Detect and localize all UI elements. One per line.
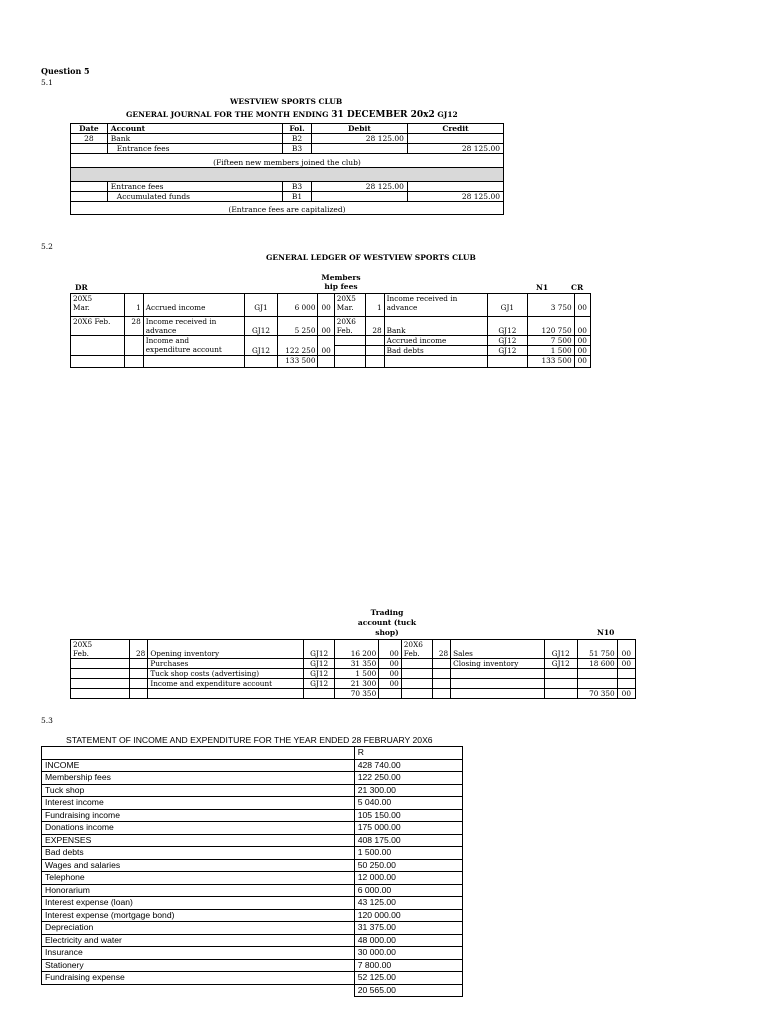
table-row-total: 70 350 70 350 00 [71, 689, 636, 699]
ledger-table [70, 293, 591, 368]
ledger-n1: N1 [536, 283, 549, 292]
statement-label: Depreciation [42, 922, 355, 935]
statement-label: INCOME [42, 759, 355, 772]
statement-label: Fundraising income [42, 809, 355, 822]
statement-label: Donations income [42, 822, 355, 835]
section-5-1: 5.1 [41, 78, 53, 87]
statement-row [42, 897, 463, 910]
statement-row [42, 784, 463, 797]
journal-header-date: Date [71, 124, 108, 134]
statement-label: Fundraising expense [42, 972, 355, 985]
statement-row [42, 972, 463, 985]
statement-label: Bad debts [42, 847, 355, 860]
statement-row [42, 834, 463, 847]
statement-row [42, 759, 463, 772]
statement-row [42, 797, 463, 810]
statement-table [41, 746, 463, 997]
statement-label: Membership fees [42, 772, 355, 785]
journal-row: 28 Bank B2 28 125.00 [71, 134, 504, 144]
statement-value: 7 800.00 [354, 959, 462, 972]
statement-value: 175 000.00 [354, 822, 462, 835]
statement-label: Stationery [42, 959, 355, 972]
journal-row: Accumulated funds B1 28 125.00 [71, 192, 504, 202]
question-title: Question 5 [41, 66, 90, 76]
statement-value: 52 125.00 [354, 972, 462, 985]
statement-label: Interest expense (mortgage bond) [42, 909, 355, 922]
statement-label: Telephone [42, 872, 355, 885]
statement-currency: R [354, 747, 462, 760]
journal-club: WESTVIEW SPORTS CLUB [230, 97, 343, 106]
statement-label: Honorarium [42, 884, 355, 897]
statement-value: 31 375.00 [354, 922, 462, 935]
statement-row [42, 809, 463, 822]
statement-value: 122 250.00 [354, 772, 462, 785]
trading-account-name: Trading account (tuck shop) [357, 608, 417, 637]
statement-row [42, 922, 463, 935]
statement-label: Wages and salaries [42, 859, 355, 872]
statement-label: Insurance [42, 947, 355, 960]
statement-value: 50 250.00 [354, 859, 462, 872]
trading-debit-total: 70 350 [335, 689, 379, 699]
journal-header-account: Account [107, 124, 282, 134]
statement-value: 5 040.00 [354, 797, 462, 810]
table-row: Income and expenditure account GJ12 122 250 00 Accrued income GJ12 7 500 00 [71, 336, 591, 346]
statement-row [42, 772, 463, 785]
journal-narration: (Entrance fees are capitalized) [71, 202, 504, 215]
table-row: 20X6 Feb. 28 Income received in advance GJ12 5 250 00 20X6 Feb. 28 Bank GJ12 120 750 00 [71, 317, 591, 336]
trading-n10: N10 [597, 628, 615, 637]
ledger-account-name: Members hip fees [321, 273, 361, 291]
statement-value: 21 300.00 [354, 784, 462, 797]
statement-label: EXPENSES [42, 834, 355, 847]
statement-row [42, 934, 463, 947]
statement-value: 48 000.00 [354, 934, 462, 947]
ledger-cr: CR [571, 283, 584, 292]
section-5-3: 5.3 [41, 716, 53, 725]
statement-label: Interest income [42, 797, 355, 810]
table-row: 20X5 Mar. 1 Accrued income GJ1 6 000 00 20X5 Mar. 1 Income received in advance GJ1 3 750 00 [71, 294, 591, 317]
journal-narration: (Fifteen new members joined the club) [71, 154, 504, 168]
journal-separator [71, 168, 504, 182]
statement-row [42, 847, 463, 860]
statement-row [42, 822, 463, 835]
table-row: Bad debts GJ12 1 500 00 [71, 346, 591, 356]
statement-row [42, 909, 463, 922]
table-row-total: 133 500 133 500 00 [71, 356, 591, 368]
statement-label: Tuck shop [42, 784, 355, 797]
trading-table [70, 639, 636, 699]
journal-row: Entrance fees B3 28 125.00 [71, 144, 504, 154]
journal-header-debit: Debit [311, 124, 407, 134]
table-row: 20X5 Feb. 28 Opening inventory GJ12 16 200 00 20X6 Feb. 28 Sales GJ12 51 750 00 [71, 640, 636, 659]
journal-header-fol: Fol. [283, 124, 312, 134]
ledger-title: GENERAL LEDGER OF WESTVIEW SPORTS CLUB [266, 253, 476, 262]
journal-table [70, 123, 504, 215]
statement-value: 1 500.00 [354, 847, 462, 860]
statement-value: 6 000.00 [354, 884, 462, 897]
statement-label: Interest expense (loan) [42, 897, 355, 910]
journal-title: GENERAL JOURNAL FOR THE MONTH ENDING 31 DECEMBER 20x2 GJ12 [126, 110, 458, 120]
statement-value: 120 000.00 [354, 909, 462, 922]
journal-row: Entrance fees B3 28 125.00 [71, 182, 504, 192]
statement-value: 12 000.00 [354, 872, 462, 885]
statement-row [42, 884, 463, 897]
statement-row [42, 947, 463, 960]
section-5-2: 5.2 [41, 242, 53, 251]
ledger-dr: DR [75, 283, 88, 292]
table-row: Tuck shop costs (advertising) GJ12 1 500 00 [71, 669, 636, 679]
statement-value: 43 125.00 [354, 897, 462, 910]
statement-value: 408 175.00 [354, 834, 462, 847]
statement-row [42, 872, 463, 885]
statement-surplus: 20 565.00 [354, 984, 462, 997]
trading-credit-total: 70 350 [577, 689, 617, 699]
statement-label: Electricity and water [42, 934, 355, 947]
journal-header-credit: Credit [407, 124, 503, 134]
statement-value: 428 740.00 [354, 759, 462, 772]
table-row: Purchases GJ12 31 350 00 Closing inventory GJ12 18 600 00 [71, 659, 636, 669]
ledger-debit-total: 133 500 [278, 356, 318, 368]
statement-value: 105 150.00 [354, 809, 462, 822]
statement-row [42, 959, 463, 972]
statement-title: STATEMENT OF INCOME AND EXPENDITURE FOR THE YEAR ENDED 28 FEBRUARY 20X6 [66, 735, 433, 745]
statement-value: 30 000.00 [354, 947, 462, 960]
ledger-credit-total: 133 500 [527, 356, 574, 368]
statement-row [42, 859, 463, 872]
table-row: Income and expenditure account GJ12 21 300 00 [71, 679, 636, 689]
